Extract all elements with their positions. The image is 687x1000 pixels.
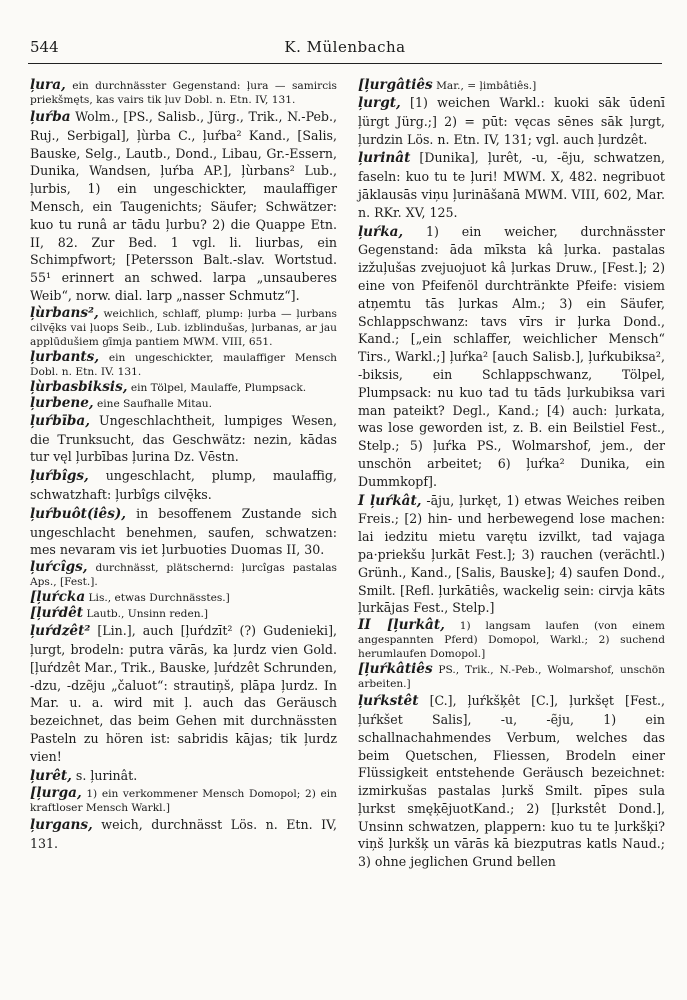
entry-headword: ļurêt, — [30, 767, 72, 784]
entry-headword: ļuŕcîgs, — [30, 559, 88, 576]
dictionary-entry — [358, 618, 665, 661]
entry-headword: ļura, — [30, 77, 66, 93]
dictionary-entry — [30, 108, 337, 305]
entry-definition: Lis., etwas Durchnässtes.] — [85, 592, 230, 605]
entry-definition: Ungeschlachtheit, lumpiges Wesen, die Trunksucht, das Geschwätz: nezin, kādas tur vęl ļurbības ļurina Dz. Vēstn. — [30, 412, 337, 465]
dictionary-entry — [30, 622, 337, 765]
entry-definition: [C.], ļuŕkšķêt [C.], ļurkšęt [Fest., ļuŕkšet Salis], -u, -ẽju, 1) ein schallnachahmendes Verbum, welches das beim Quetschen, Fliessen, Brodeln einer Flüssigkeit entstehende Geräusch bezeichnet: izmirkušas pastalas ļurkš Smilt. pīpes sula ļurkst smęķējuotKand.; 2) [ļurkstêt Dond.], Unsinn schwatzen, plappern: kuo tu te ļurkšķi? viņš ļurkšķ un vārās kā biezputras katls Naud.; 3) ohne jeglichen Grund bellen — [358, 693, 665, 870]
entry-definition: ein durchnässter Gegenstand: ļura — samircis priekšmęts, kas vairs tik ļuv Dobl. n. Etn. IV, 131. — [30, 80, 337, 106]
entry-definition: -āju, ļurkęt, 1) etwas Weiches reiben Freis.; [2) hin- und herbewegend lose machen: lai iedzitu mietu varętu izvilkt, tad vajaga pa·priekšu ļurkāt Fest.]; 3) rauchen (verächtl.) Grünh., Kand., [Salis, Bauske]; 4) saufen Dond., Smilt. [Refl. ļurkātiês, wackelig sein: cirvja kāts ļurkājas Fest., Stelp.] — [358, 492, 665, 616]
entry-headword: ļuŕkstêt — [358, 693, 419, 710]
dictionary-entry — [30, 767, 337, 786]
dictionary-entry — [358, 692, 665, 871]
entry-headword: ļùrbans², — [30, 304, 99, 321]
entry-headword: ļuŕbuôt(iês), — [30, 505, 127, 522]
entry-headword: [ļurga, — [30, 785, 82, 802]
dictionary-entry — [30, 786, 337, 815]
entry-definition: in besoffenem Zustande sich ungeschlacht benehmen, saufen, schwatzen: mes nevaram vis iet ļurbuoties Duomas II, 30. — [30, 505, 337, 558]
dictionary-entry — [358, 78, 665, 93]
entry-definition: s. ļurinât. — [71, 767, 138, 783]
dictionary-entry — [30, 412, 337, 466]
dictionary-entry — [30, 396, 337, 411]
entry-definition: PS., Trik., N.-Peb., Wolmarshof, unschön arbeiten.] — [358, 664, 665, 691]
entry-headword: ļurgans, — [30, 817, 93, 834]
entry-headword: [ļuŕdêt — [30, 605, 84, 622]
dictionary-entry — [358, 492, 665, 618]
entry-headword: I ļuŕkât, — [358, 492, 422, 509]
dictionary-entry — [30, 306, 337, 349]
entry-definition: ungeschlacht, plump, maulaffig, schwatzhaft: ļurbîgs cilvę̄ks. — [30, 468, 337, 502]
entry-definition: Wolm., [PS., Salisb., Jürg., Trik., N.-Peb., Ruj., Serbigal], ļùrba C., ļuŕba² Kand., [Salis, Bauske, Selg., Lautb., Dond., Libau, Gr.-Essern, Dunika, Wandsen, ļuŕba AP.], ļùrbans² Lub., ļurbis, 1) ein ungeschickter, maulaffiger Mensch, ein Taugenichts; Säufer; Schwätzer: kuo tu runâ ar tādu ļurbu? 2) die Quappe Etn. II, 82. Zur Bed. 1 vgl. li. liurbas, ein Schimpfwort; [Petersson Balt.-slav. Wortstud. 55¹ erinnert an schwed. larpa „unsauberes Weib“, norw. dial. larp „nasser Schmutz“]. — [30, 109, 337, 303]
entry-definition: [Dunika], ļurêt, -u, -ẽju, schwatzen, faseln: kuo tu te ļuri! MWM. X, 482. negribuot jāklausās viņu ļurināšanā MWM. VIII, 602, Mar. n. RKr. XV, 125. — [358, 150, 665, 220]
dictionary-entry — [30, 380, 337, 395]
dictionary-entry — [358, 662, 665, 691]
right-column — [358, 78, 665, 872]
running-head: K. Mülenbacha — [284, 38, 406, 56]
dictionary-entry — [30, 78, 337, 107]
dictionary-entry — [358, 149, 665, 221]
dictionary-entry — [30, 560, 337, 589]
entry-definition: eine Saufhalle Mitau. — [93, 397, 212, 410]
entry-headword: ļurgt, — [358, 95, 401, 111]
dictionary-entry — [358, 94, 665, 148]
entry-headword: [ļuŕkâtiês — [358, 661, 433, 678]
dictionary-entry — [30, 467, 337, 504]
entry-definition: 1) ein weicher, durchnässter Gegenstand: āda mīksta kâ ļurka. pastalas izžuļušas zvejuojuot kâ ļurkas Druw., [Fest.]; 2) eine von Pfeifenöl durchtränkte Pfeife: visiem atņemtu tās ļurkas Alm.; 3) ein Säufer, Schlappschwanz: tavs vīrs ir ļurka Dond., Kand.; [„ein schlaffer, weichlicher Mensch“ Tirs., Warkl.;] ļuŕka² [auch Salisb.], ļuŕkubiksa², -biksis, ein Schlappschwanz, Tölpel, Plumpsack: nu kuo tad tu tāds ļurkubiksa vari man pateikt? Degl., Kand.; [4) auch: ļurkata, was lose geworden ist, z. B. ein Beilstiel Fest., Stelp.; 5) ļuŕka PS., Wolmarshof, jem., der unschön arbeitet; 6) ļuŕka² Dunika, ein Dummkopf]. — [358, 223, 665, 489]
entry-definition: 1) langsam laufen (von einem angespannten Pferd) Domopol, Warkl.; 2) suchend herumlaufen Domopol.] — [358, 620, 665, 661]
entry-definition: Mar., = ļimbâtiês.] — [432, 80, 537, 92]
entry-definition: 1) ein verkommener Mensch Domopol; 2) ein kraftloser Mensch Warkl.] — [30, 788, 337, 815]
dictionary-entry — [30, 350, 337, 379]
entry-definition: durchnässt, plätschernd: ļurcîgas pastalas Aps., [Fest.]. — [30, 562, 337, 589]
entry-headword: ļurinât — [358, 150, 411, 167]
entry-definition: weichlich, schlaff, plump: ļurba — ļurbans cilvę̄ks vai ļuops Seib., Lub. izblindušas, ļurbanas, ar jau applūdušiem gīmja pantiem MWM. VIII, 651. — [30, 307, 337, 348]
entry-headword: ļuŕbība, — [30, 412, 90, 429]
entry-definition: [1) weichen Warkl.: kuoki sāk ūdenī ļürgt Jürg.;] 2) = pūt: vęcas sēnes sāk ļurgt, ļurdzin Lös. n. Etn. IV, 131; vgl. auch ļurdzêt. — [358, 95, 665, 147]
dictionary-entry — [30, 505, 337, 559]
entry-headword: ļuŕbîgs, — [30, 468, 89, 485]
entry-headword: ļuŕdzêt² — [30, 623, 91, 640]
entry-definition: [Lin.], auch [ļuŕdzīt² (?) Gudenieki], ļurgt, brodeln: putra vārās, ka ļurdz vien Gold. [ļuŕdzêt Mar., Trik., Bauske, ļuŕdzêt Schrunden, -dzu, -dzẽju „čaluot“: strautiņš, plāpa ļurdz. In Mar. u. a. wird mit ļ. auch das Geräusch bezeichnet, das beim Gehen mit durchnässten Pasteln zu hören ist: sabridis kājas; tik ļurdz vien! — [30, 623, 337, 764]
entry-definition: ein Tölpel, Maulaffe, Plumpsack. — [127, 381, 307, 394]
page-header — [30, 38, 660, 60]
dictionary-entry — [30, 590, 337, 605]
entry-headword: [ļuŕcka — [30, 589, 86, 606]
entry-headword: ļurbene, — [30, 394, 94, 411]
entry-headword: ļuŕka, — [358, 223, 404, 240]
entry-headword: ļurbants, — [30, 348, 100, 365]
dictionary-entry — [30, 816, 337, 853]
entry-definition: weich, durchnässt Lös. n. Etn. IV, 131. — [30, 817, 337, 852]
entry-definition: Lautb., Unsinn reden.] — [83, 608, 209, 621]
entry-headword: ļuŕba — [30, 109, 71, 125]
header-rule — [28, 63, 662, 64]
entry-headword: II [ļurkât, — [358, 617, 445, 634]
page-number: 544 — [30, 38, 59, 56]
entry-headword: [ļurgâtiês — [358, 77, 433, 93]
entry-headword: ļùrbasbiksis, — [30, 378, 128, 395]
entry-definition: ein ungeschickter, maulaffiger Mensch Dobl. n. Etn. IV. 131. — [30, 351, 337, 378]
dictionary-entry — [30, 606, 337, 621]
dictionary-entry — [358, 223, 665, 491]
left-column — [30, 78, 337, 854]
